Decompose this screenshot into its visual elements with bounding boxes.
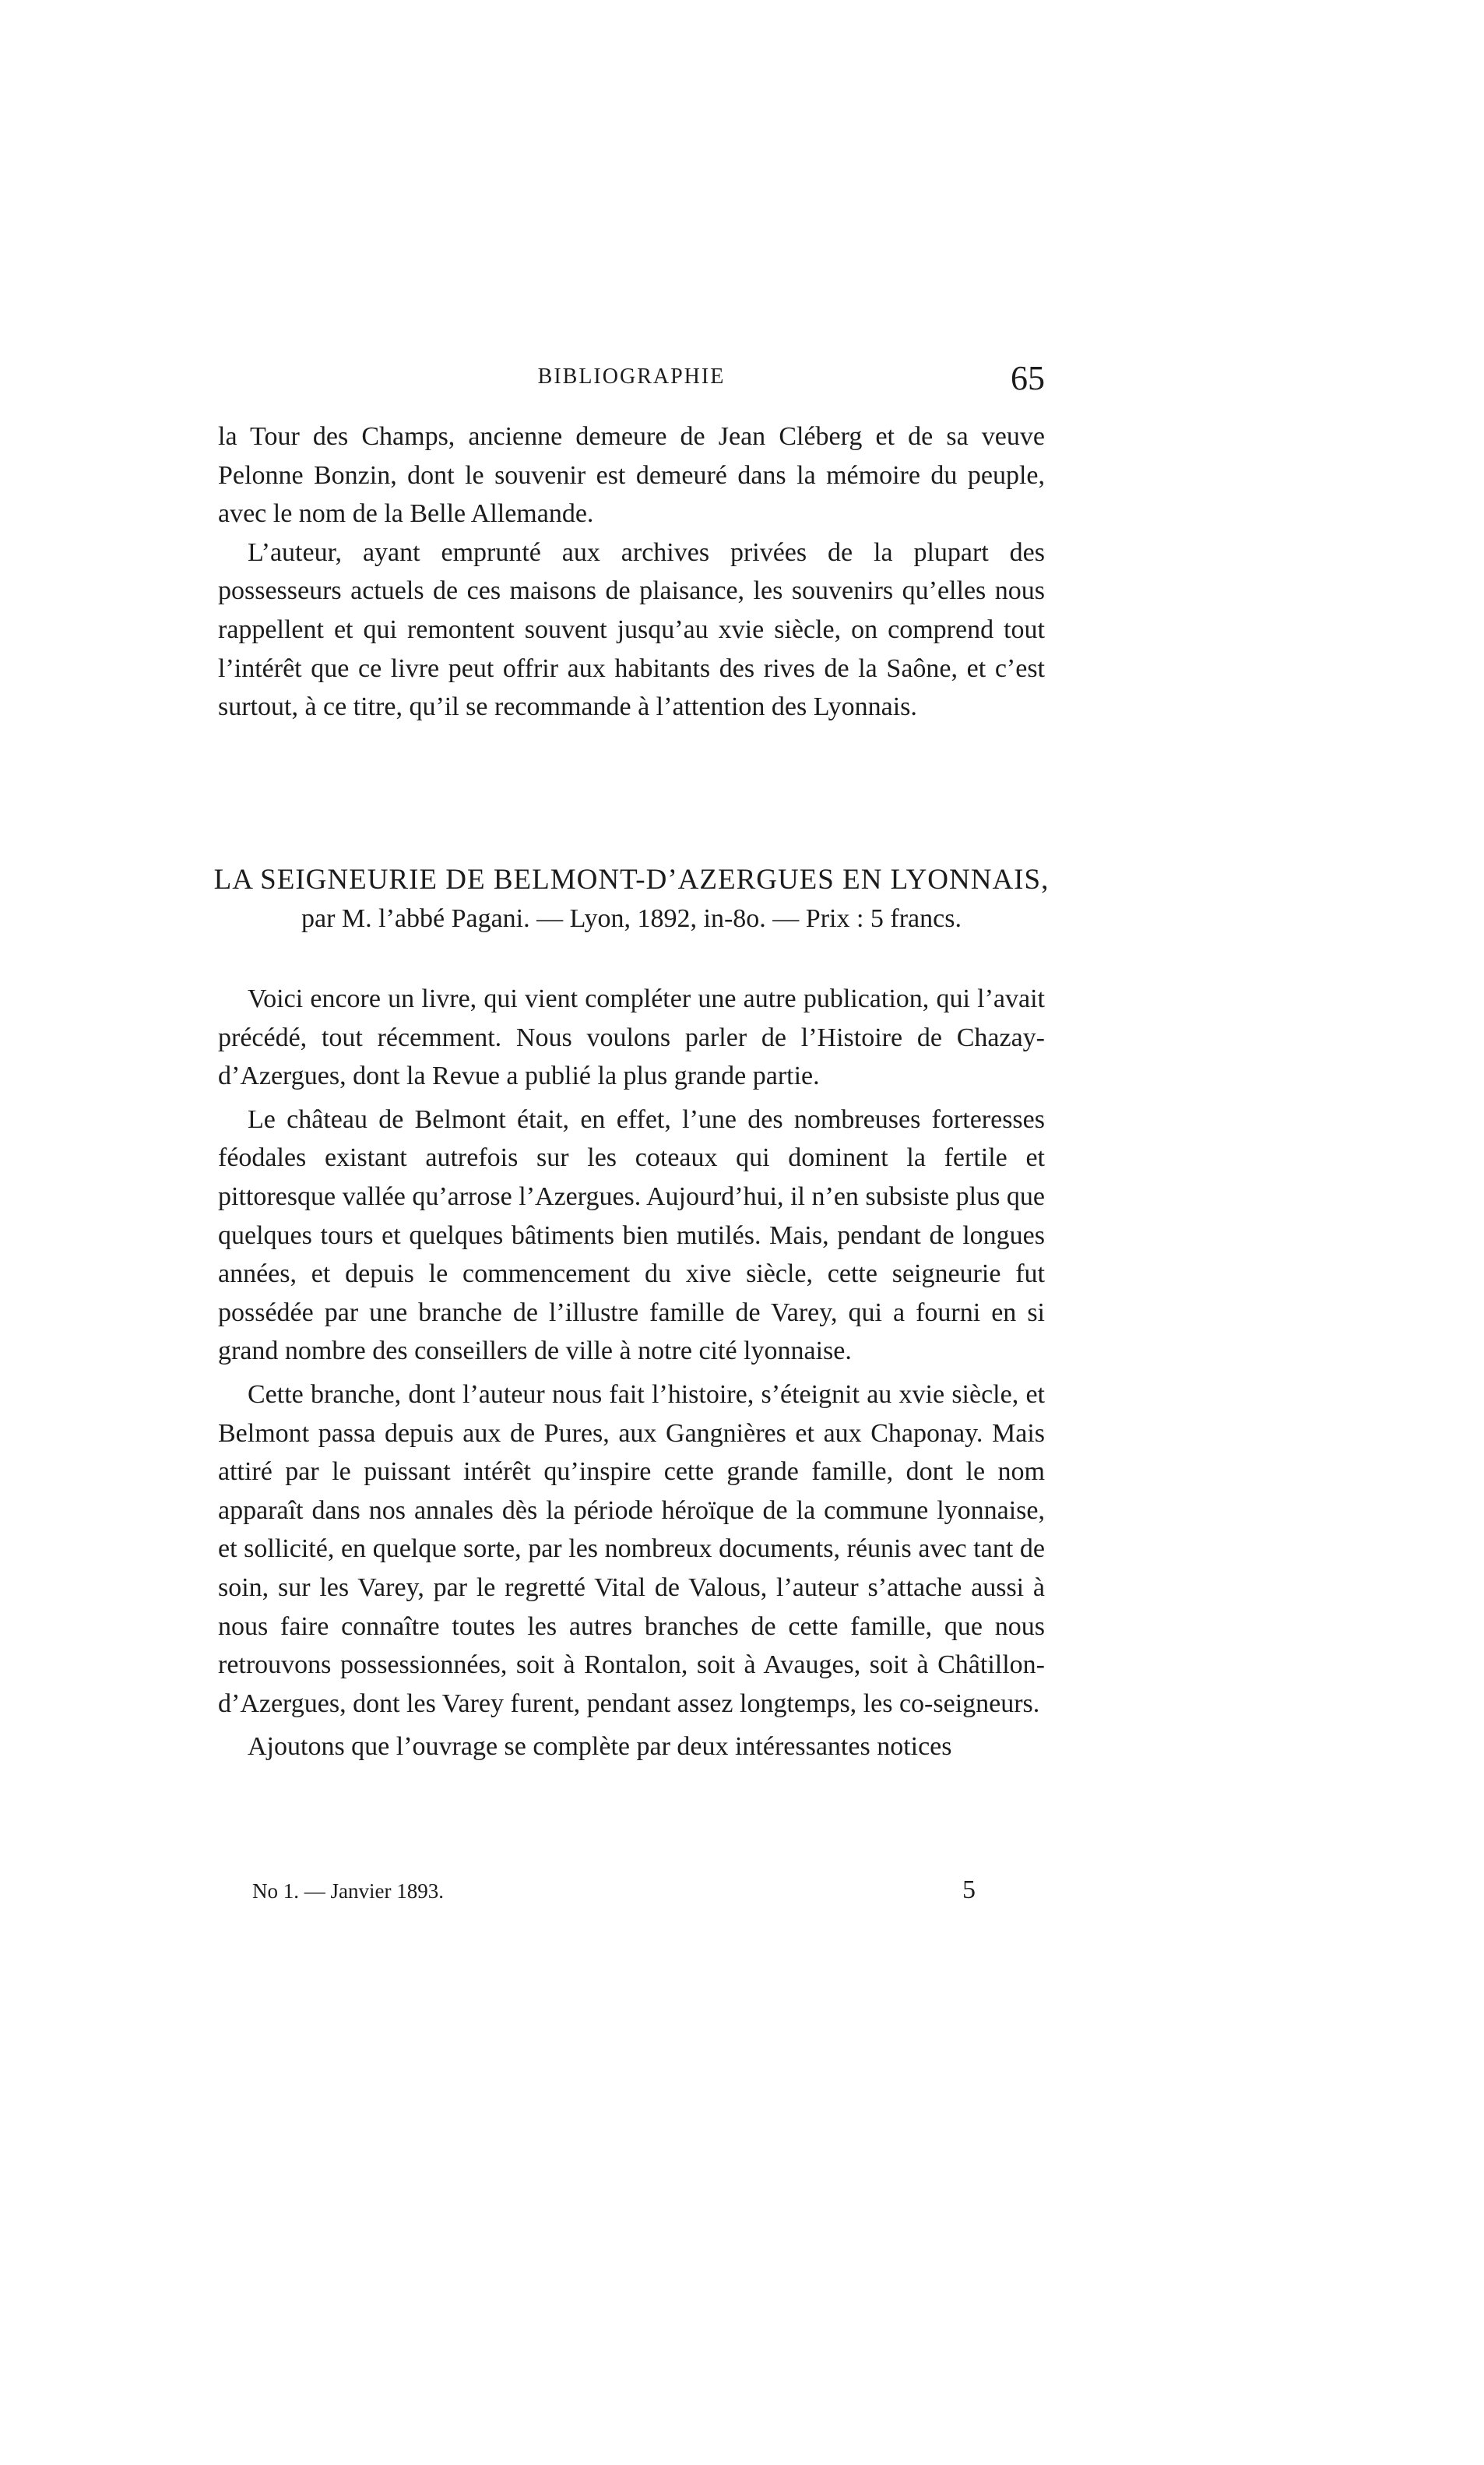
paragraph: L’auteur, ayant emprunté aux archives privées de la plupart des possesseurs actuels de ces maisons de plaisance, les souvenirs qu’elles nous rappellent et qui remontent souvent jusqu’au xvie siècle, on comprend tout l’intérêt que ce livre peut offrir aux habitants des rives de la Saône, et c’est surtout, à ce titre, qu’il se recommande à l’attention des Lyonnais.	[218, 537, 1045, 722]
review-title: LA SEIGNEURIE DE BELMONT-D’AZERGUES EN LYONNAIS,	[213, 864, 1050, 896]
paragraph: Voici encore un livre, qui vient compléter une autre publication, qui l’avait précédé, tout récemment. Nous voulons parler de l’Histoire de Chazay-d’Azergues, dont la Revue a publié la plus grande partie.	[218, 984, 1045, 1091]
paragraph: Le château de Belmont était, en effet, l’une des nombreuses forteresses féodales existant autrefois sur les coteaux qui dominent la fertile et pittoresque vallée qu’arrose l’Azergues. Aujourd’hui, il n’en subsiste plus que quelques tours et quelques bâtiments bien mutilés. Mais, pendant de longues années, et depuis le commencement du xive siècle, cette seigneurie fut possédée par une branche de l’illustre famille de Varey, qui a fourni en si grand nombre des conseillers de ville à notre cité lyonnaise.	[218, 1104, 1045, 1366]
signature-mark: 5	[962, 1875, 976, 1904]
paragraph: Ajoutons que l’ouvrage se complète par deux intéressantes notices	[248, 1732, 952, 1762]
paragraph: Cette branche, dont l’auteur nous fait l’histoire, s’éteignit au xvie siècle, et Belmont passa depuis aux de Pures, aux Gangnières et aux Chaponay. Mais attiré par le puissant intérêt qu’inspire cette grande famille, dont le nom apparaît dans nos annales dès la période héroïque de la commune lyonnaise, et sollicité, en quelque sorte, par les nombreux documents, réunis avec tant de soin, sur les Varey, par le regretté Vital de Valous, l’auteur s’attache aussi à nous faire connaître toutes les autres branches de cette famille, que nous retrouvons possessionnées, soit à Rontalon, soit à Avauges, soit à Châtillon-d’Azergues, dont les Varey furent, pendant assez longtemps, les co-seigneurs.	[218, 1379, 1045, 1718]
issue-footer: No 1. — Janvier 1893.	[252, 1879, 444, 1903]
page-header	[218, 359, 1045, 411]
review-body	[218, 980, 1045, 1771]
review-heading	[210, 861, 1053, 938]
previous-review-ending	[218, 417, 1045, 727]
running-head: BIBLIOGRAPHIE	[537, 364, 726, 389]
paragraph: la Tour des Champs, ancienne demeure de Jean Cléberg et de sa veuve Pelonne Bonzin, dont le souvenir est demeuré dans la mémoire du peuple, avec le nom de la Belle Allemande.	[218, 422, 1045, 529]
review-citation: par M. l’abbé Pagani. — Lyon, 1892, in-8o. — Prix : 5 francs.	[301, 904, 962, 933]
page-number: 65	[1011, 359, 1045, 397]
